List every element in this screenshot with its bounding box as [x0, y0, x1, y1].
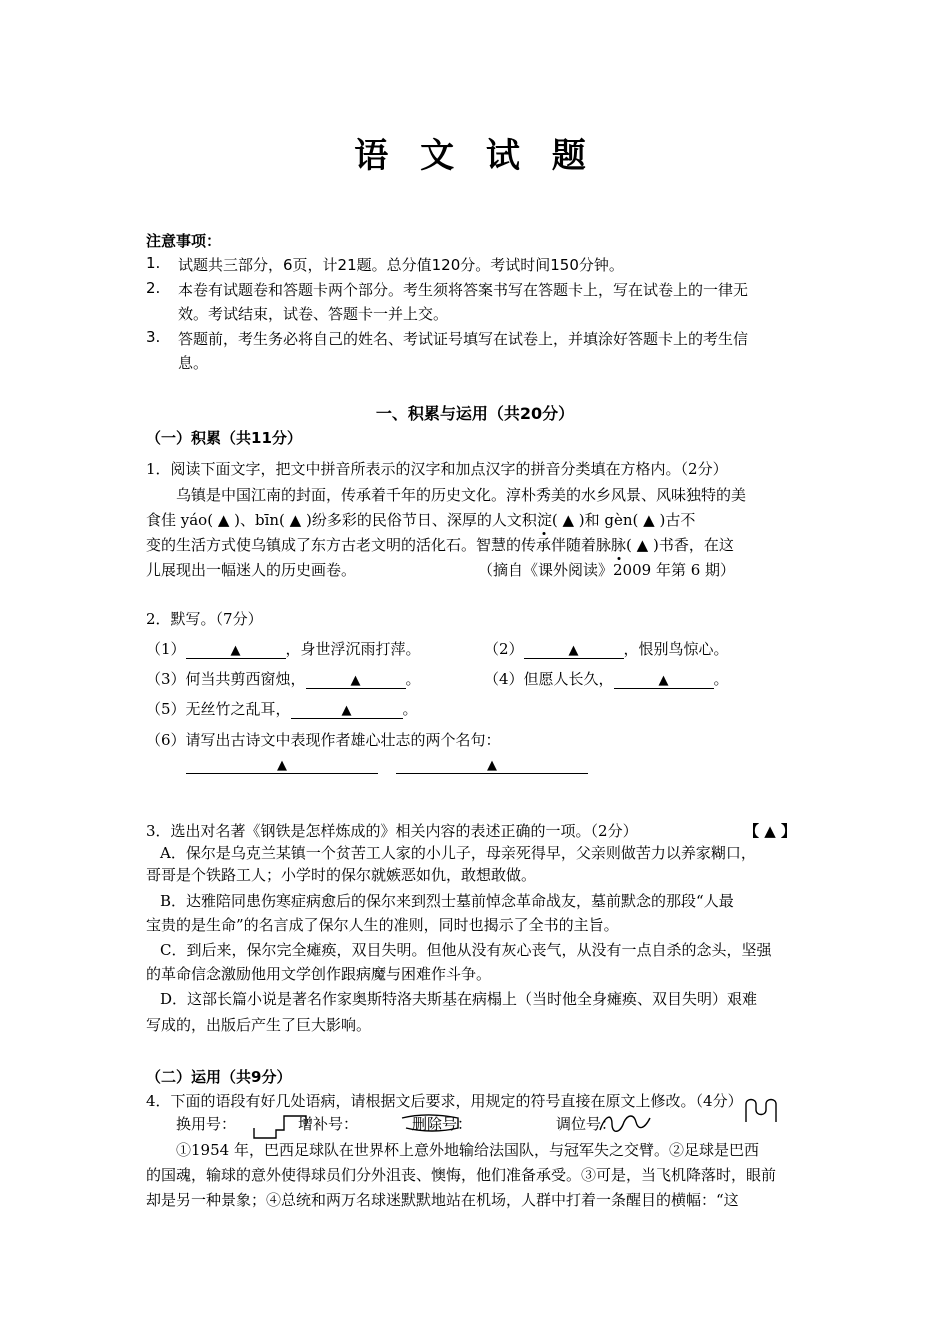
notice-num-1: 1. [146, 254, 161, 272]
q1-line3-a: 变的生活方式使乌镇成了东方古老文明的活化石。智慧的传承伴随着 [146, 536, 597, 554]
q2-item-5-pre: （5）无丝竹之乱耳， [146, 700, 291, 718]
q2-item-4-post: 。 [713, 670, 729, 688]
q4-mark-reorder: 调位号： [556, 1115, 617, 1133]
q3-option-b-cont: 宝贵的是生命”的名言成了保尔人生的准则，同时也揭示了全书的主旨。 [146, 916, 619, 934]
notice-item-2-cont: 效。考试结束，试卷、答题卡一并上交。 [178, 305, 449, 323]
q3-option-b: B．达雅陪同患伤寒症病愈后的保尔来到烈士墓前悼念革命战友，墓前默念的那段“人最 [160, 892, 734, 910]
triangle-icon: ▲ [350, 673, 361, 688]
q2-blank-2[interactable] [524, 640, 624, 659]
q2-item-5 [146, 698, 418, 719]
q2-item-1 [146, 638, 421, 659]
swap-symbol-icon [250, 1112, 320, 1142]
q1-stem: 1．阅读下面文字，把文中拼音所表示的汉字和加点汉字的拼音分类填在方格内。（2分） [146, 460, 728, 478]
notice-num-3: 3. [146, 328, 161, 346]
q2-item-2-pre: （2） [484, 640, 524, 658]
q2-blank-3[interactable] [306, 670, 406, 689]
q4-mark-insert: 增补号： [298, 1115, 359, 1133]
q2-blank-6a[interactable] [186, 755, 378, 774]
q2-item-6-answers [186, 755, 588, 774]
q3-option-d: D．这部长篇小说是著名作家奥斯特洛夫斯基在病榻上（当时他全身瘫痪、双目失明）艰难 [160, 990, 758, 1008]
q2-item-1-pre: （1） [146, 640, 186, 658]
q2-item-2 [484, 638, 729, 659]
q1-dotted-char-2: 脉 [611, 536, 627, 554]
q1-line1: 乌镇是中国江南的封面，传承着千年的历史文化。淳朴秀美的水乡风景、风味独特的美 [176, 486, 747, 504]
q3-option-c-cont: 的革命信念激励他用文学创作跟病魔与困难作斗争。 [146, 965, 492, 983]
q3-option-c: C．到后来，保尔完全瘫痪，双目失明。但他从没有灰心丧气，从没有一点自杀的念头，坚强 [160, 941, 772, 959]
q1-line2-b: ( ▲ )和 gèn( ▲ )古不 [551, 511, 696, 529]
q1-line3-b: ( ▲ )书香，在这 [626, 536, 734, 554]
q3-option-d-cont: 写成的，出版后产生了巨大影响。 [146, 1016, 372, 1034]
q2-blank-6b[interactable] [396, 755, 588, 774]
q1-line4: 儿展现出一幅迷人的历史画卷。 [146, 561, 357, 579]
notice-item-1: 试题共三部分，6页，计21题。总分值120分。考试时间150分钟。 [178, 256, 624, 274]
q2-item-3-post: 。 [405, 670, 421, 688]
q2-blank-1[interactable] [186, 640, 286, 659]
q3-option-a-cont: 哥哥是个铁路工人；小学时的保尔就嫉恶如仇，敢想敢做。 [146, 866, 537, 884]
q1-line2-a: 食佳 yáo( ▲ )、bīn( ▲ )纷多彩的民俗节日、深厚的人文积 [146, 511, 537, 529]
part1-heading: 一、积累与运用（共20分） [375, 404, 575, 423]
q1-line3-c: 脉 [596, 536, 612, 554]
q1-line3 [146, 534, 734, 555]
page-title: 语 文 试 题 [354, 136, 596, 176]
q2-blank-4[interactable] [614, 670, 714, 689]
triangle-icon: ▲ [487, 758, 497, 773]
q2-blank-5[interactable] [291, 700, 403, 719]
q2-stem: 2．默写。（7分） [146, 610, 263, 628]
notice-heading: 注意事项： [146, 232, 222, 250]
q2-item-3 [146, 668, 421, 689]
triangle-icon: ▲ [230, 643, 241, 658]
notice-item-3-cont: 息。 [178, 354, 209, 372]
q2-item-1-post: ，身世浮沉雨打萍。 [285, 640, 421, 658]
q4-mark-delete: 删除号： [412, 1115, 473, 1133]
q2-item-5-post: 。 [402, 700, 418, 718]
q1-dotted-char: 淀 [536, 511, 552, 529]
q2-item-4 [484, 668, 729, 689]
q4-line3: 却是另一种景象；④总统和两万名球迷默默地站在机场，人群中打着一条醒目的横幅：“这 [146, 1191, 739, 1209]
triangle-icon: ▲ [568, 643, 579, 658]
q3-stem: 3．选出对名著《钢铁是怎样炼成的》相关内容的表述正确的一项。（2分） [146, 822, 638, 840]
q2-item-2-post: ，恨别鸟惊心。 [623, 640, 729, 658]
notice-item-2: 本卷有试题卷和答题卡两个部分。考生须将答案书写在答题卡上，写在试卷上的一律无 [178, 281, 749, 299]
triangle-icon: ▲ [277, 758, 287, 773]
q3-answer-bracket[interactable]: 【 ▲ 】 [744, 822, 796, 840]
q4-stem: 4．下面的语段有好几处语病，请根据文后要求，用规定的符号直接在原文上修改。（4分） [146, 1092, 743, 1110]
q2-item-6: （6）请写出古诗文中表现作者雄心壮志的两个名句： [146, 731, 501, 749]
q4-mark-swap: 换用号： [176, 1115, 237, 1133]
notice-item-3: 答题前，考生务必将自己的姓名、考试证号填写在试卷上，并填涂好答题卡上的考生信 [178, 330, 749, 348]
triangle-icon: ▲ [658, 673, 669, 688]
transpose-symbol-icon [742, 1094, 782, 1124]
q2-item-4-pre: （4）但愿人长久， [484, 670, 614, 688]
q1-line2 [146, 509, 695, 530]
triangle-icon: ▲ [341, 703, 352, 718]
q4-line1: ①1954 年，巴西足球队在世界杯上意外地输给法国队，与冠军失之交臂。②足球是巴西 [176, 1141, 759, 1159]
part1-sub1: （一）积累（共11分） [146, 429, 302, 447]
q2-item-3-pre: （3）何当共剪西窗烛， [146, 670, 306, 688]
notice-num-2: 2. [146, 279, 161, 297]
reorder-symbol-icon [596, 1110, 656, 1140]
delete-symbol-icon [398, 1112, 468, 1136]
q1-source: （摘自《课外阅读》2009 年第 6 期） [478, 561, 736, 579]
q3-option-a: A．保尔是乌克兰某镇一个贫苦工人家的小儿子，母亲死得早，父亲则做苦力以养家糊口， [160, 844, 756, 862]
part1-sub2: （二）运用（共9分） [146, 1068, 292, 1086]
q4-line2: 的国魂，输球的意外使得球员们分外沮丧、懊悔，他们准备承受。③可是，当飞机降落时，眼前 [146, 1166, 777, 1184]
